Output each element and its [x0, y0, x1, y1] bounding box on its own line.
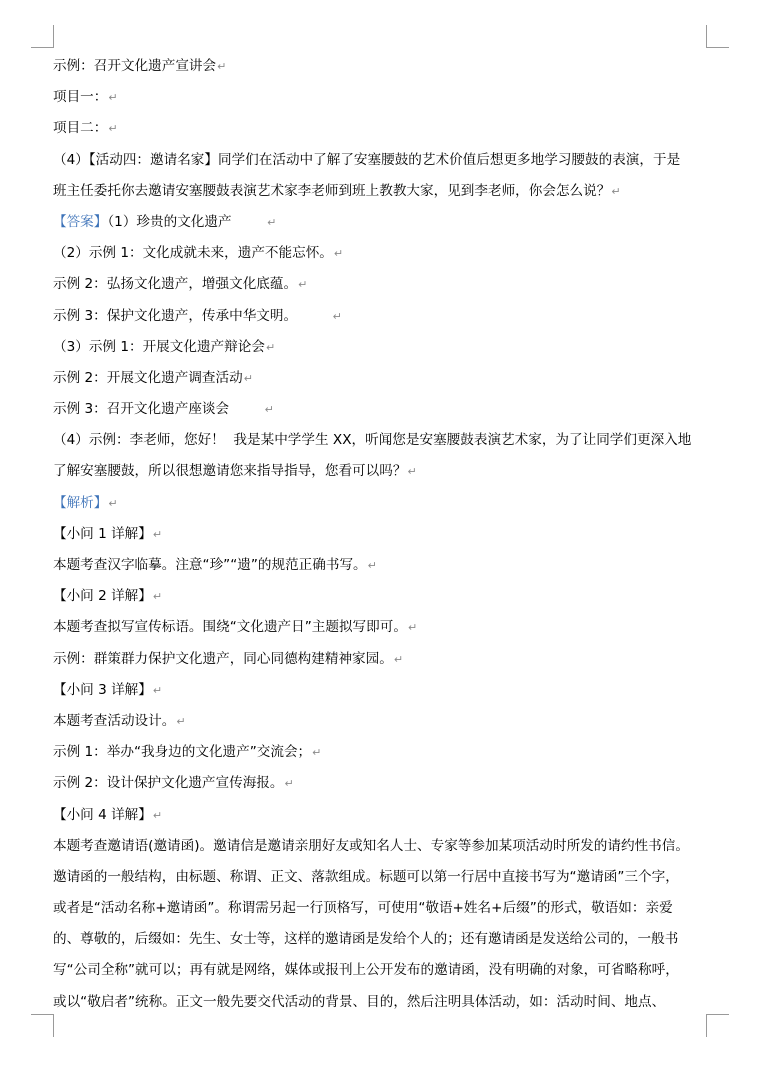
text-line: [53, 987, 709, 1018]
section-tag: 【答案】: [53, 213, 108, 230]
document-body: [53, 51, 709, 1018]
text-line: [53, 519, 709, 550]
line-text: 示例 2：开展文化遗产调查活动: [53, 369, 243, 386]
line-text: 【小问 3 详解】: [53, 681, 152, 698]
line-text: 示例：召开文化遗产宣讲会: [53, 58, 217, 74]
text-line: [53, 363, 709, 394]
line-text: 本题考查邀请语(邀请函)。邀请信是邀请亲朋好友或知名人士、专家等参加某项活动时所发的请约性书信。: [53, 837, 689, 854]
paragraph-mark-icon: ↵: [393, 652, 404, 666]
text-line: [53, 831, 709, 862]
line-text: （1）珍贵的文化遗产: [107, 213, 267, 230]
paragraph-mark-icon: ↵: [312, 746, 322, 760]
line-text: 的、尊敬的，后缀如：先生、女士等，这样的邀请函是发给个人的；还有邀请函是发送给公司的，一般书: [53, 931, 679, 948]
line-text: 或以“敬启者”统称。正文一般先要交代活动的背景、目的，然后注明具体活动，如：活动时间、地点、: [53, 993, 666, 1010]
crop-mark-bottom-right: [706, 1014, 729, 1037]
paragraph-mark-icon: ↵: [108, 496, 118, 510]
text-line: [53, 768, 709, 799]
text-line: [53, 301, 709, 332]
line-text: 邀请函的一般结构，由标题、称谓、正文、落款组成。标题可以第一行居中直接书写为“邀请函”三个字，: [53, 868, 679, 885]
text-line: [53, 456, 709, 487]
text-line: [53, 550, 709, 581]
crop-mark-bottom-left: [31, 1014, 54, 1037]
paragraph-mark-icon: ↵: [407, 465, 417, 479]
crop-mark-top-right: [706, 25, 729, 48]
text-line: [53, 612, 709, 643]
line-text: 本题考查汉字临摹。注意“珍”“遗”的规范正确书写。: [53, 557, 367, 573]
crop-mark-top-left: [31, 25, 54, 48]
paragraph-mark-icon: ↵: [264, 403, 274, 417]
paragraph-mark-icon: ↵: [152, 808, 163, 822]
paragraph-mark-icon: ↵: [333, 247, 344, 261]
paragraph-mark-icon: ↵: [243, 371, 253, 385]
text-line: [53, 176, 709, 207]
line-text: 项目一：: [53, 89, 108, 106]
text-line: [53, 924, 709, 955]
paragraph-mark-icon: ↵: [152, 527, 163, 541]
text-line: [53, 706, 709, 737]
line-text: 或者是“活动名称+邀请函”。称谓需另起一行顶格写，可使用“敬语+姓名+后缀”的形式，敬语如：亲爱: [53, 900, 673, 917]
text-line: [53, 955, 709, 986]
line-text: 项目二：: [53, 120, 108, 137]
paragraph-mark-icon: ↵: [611, 184, 621, 198]
line-text: 写“公司全称”就可以；再有就是网络，媒体或报刊上公开发布的邀请函，没有明确的对象，可省略称呼，: [53, 962, 679, 979]
paragraph-mark-icon: ↵: [265, 340, 276, 354]
paragraph-mark-icon: ↵: [108, 91, 118, 105]
text-line: [53, 862, 709, 893]
line-text: （4）示例：李老师，您好！ 我是某中学学生 XX，听闻您是安塞腰鼓表演艺术家，为了让同学们更深入地: [53, 432, 692, 449]
section-tag: 【解析】: [53, 494, 108, 511]
line-text: 了解安塞腰鼓，所以很想邀请您来指导指导，您看可以吗？: [53, 463, 407, 480]
text-line: [53, 238, 709, 269]
line-text: 【小问 4 详解】: [53, 806, 152, 823]
text-line: [53, 51, 709, 82]
paragraph-mark-icon: ↵: [176, 714, 186, 728]
line-text: （2）示例 1：文化成就未来，遗产不能忘怀。: [53, 245, 333, 262]
paragraph-mark-icon: ↵: [332, 309, 342, 323]
line-text: 本题考查拟写宣传标语。围绕“文化遗产日”主题拟写即可。: [53, 619, 407, 636]
text-line: [53, 269, 709, 300]
paragraph-mark-icon: ↵: [367, 559, 377, 572]
paragraph-mark-icon: ↵: [217, 60, 227, 73]
paragraph-mark-icon: ↵: [267, 215, 277, 229]
text-line: [53, 737, 709, 768]
text-line: [53, 145, 709, 176]
text-line: [53, 644, 709, 675]
text-line: [53, 207, 709, 238]
line-text: 【小问 1 详解】: [53, 525, 152, 542]
line-text: 示例 3：召开文化遗产座谈会: [53, 401, 264, 418]
text-line: [53, 581, 709, 612]
line-text: 示例 2：设计保护文化遗产宣传海报。: [53, 775, 284, 792]
text-line: [53, 332, 709, 363]
line-text: 示例：群策群力保护文化遗产，同心同德构建精神家园。: [53, 650, 393, 667]
line-text: 班主任委托你去邀请安塞腰鼓表演艺术家李老师到班上教教大家，见到李老师，你会怎么说？: [53, 182, 611, 199]
line-text: 示例 2：弘扬文化遗产，增强文化底蕴。: [53, 276, 298, 293]
text-line: [53, 394, 709, 425]
text-line: [53, 113, 709, 144]
text-line: [53, 425, 709, 456]
line-text: （4）【活动四：邀请名家】同学们在活动中了解了安塞腰鼓的艺术价值后想更多地学习腰鼓的表演，于是: [53, 151, 681, 168]
text-line: [53, 82, 709, 113]
line-text: 示例 1：举办“我身边的文化遗产”交流会；: [53, 744, 312, 761]
line-text: 本题考查活动设计。: [53, 712, 176, 729]
text-line: [53, 675, 709, 706]
paragraph-mark-icon: ↵: [108, 122, 118, 136]
text-line: [53, 893, 709, 924]
line-text: 【小问 2 详解】: [53, 588, 152, 605]
paragraph-mark-icon: ↵: [407, 621, 418, 635]
line-text: 示例 3：保护文化遗产，传承中华文明。: [53, 307, 332, 324]
paragraph-mark-icon: ↵: [152, 683, 163, 697]
paragraph-mark-icon: ↵: [284, 777, 294, 791]
line-text: （3）示例 1：开展文化遗产辩论会: [53, 338, 265, 355]
text-line: [53, 488, 709, 519]
text-line: [53, 800, 709, 831]
paragraph-mark-icon: ↵: [152, 590, 163, 604]
paragraph-mark-icon: ↵: [298, 278, 308, 292]
